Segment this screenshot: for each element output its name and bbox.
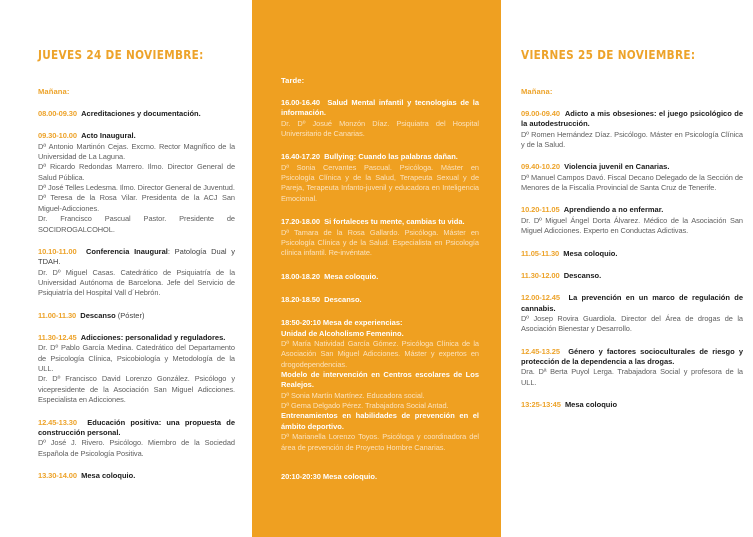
schedule-entry-time: 11.30-12.00: [521, 270, 560, 280]
schedule-entry-head: [38, 247, 235, 268]
schedule-entry-speakers: Dª Sonia Cervantes Pascual. Psicóloga. Máster en Psicología Clínica y de la Salud, Terapeuta Sexual y de Pareja, Terapeuta Infanto-juvenil y educadora en Inteligencia Emocional.: [281, 162, 479, 203]
day-title-thursday: JUEVES 24 DE NOVIEMBRE:: [38, 47, 204, 62]
schedule-entry-head: [38, 471, 235, 481]
schedule-entry-time: 18.20-18.50: [281, 294, 320, 304]
schedule-entry-speakers: Dra. Dª Berta Puyol Lerga. Trabajadora Social y profesora de la ULL.: [521, 367, 743, 387]
schedule-entry-head: [38, 418, 235, 439]
schedule-entry: [521, 205, 743, 236]
schedule-entry-title: Conferencia Inaugural: [86, 246, 168, 256]
experiences-block: [281, 318, 479, 453]
schedule-entry: [521, 249, 743, 259]
schedule-entry-head: [521, 109, 743, 130]
schedule-entry-time: 18.00-18.20: [281, 271, 320, 281]
schedule-entry-title: Violencia juvenil en Canarias.: [564, 162, 670, 172]
schedule-entry: [38, 418, 235, 459]
schedule-entry-head: [521, 347, 743, 368]
schedule-entry-head: [521, 205, 743, 215]
schedule-entry: [38, 471, 235, 481]
experiences-subheading-1: Modelo de intervención en Centros escolares de Los Realejos.: [281, 370, 479, 390]
schedule-entry-time: 17.20-18.00: [281, 217, 320, 227]
schedule-entry-time: 09.30-10.00: [38, 131, 77, 141]
schedule-entry: [521, 109, 743, 150]
schedule-entry-speakers: Dª Antonio Martinón Cejas. Excmo. Rector Magnífico de la Universidad de La Laguna. Dª Ricardo Redondas Marrero. Ilmo. Director General de Salud Pública. Dª José Telles Ledesma. Ilmo. Director General de Juventud. Dª Teresa de la Rosa Vilar. Presidenta de la ACJ San Miguel-Adicciones. Dr. Francisco Pascual Pastor. Presidente de SOCIDROGALCOHOL.: [38, 141, 235, 234]
schedule-entry: [38, 311, 235, 321]
schedule-entry-head: [521, 293, 743, 314]
schedule-entry-head: [281, 152, 479, 162]
schedule-entry-title: Mesa coloquio: [564, 400, 618, 410]
schedule-list-thursday: [38, 109, 235, 481]
schedule-list-afternoon: [281, 98, 479, 305]
schedule-entry-head: [38, 109, 235, 119]
schedule-entry-time: 11.05-11.30: [521, 248, 560, 258]
schedule-entry-title: Descanso.: [563, 270, 602, 280]
experiences-subheading-2: Entrenamientos en habilidades de prevención en el ámbito deportivo.: [281, 411, 479, 431]
schedule-entry-speakers: Dº Josep Rovira Guardiola. Director del Área de drogas de la Asociación Bienestar y Desarrollo.: [521, 313, 743, 334]
closing-time: 20:10-20:30: [281, 471, 321, 481]
schedule-entry-title: Género y factores socioculturales de riesgo y protección de la dependencia a las drogas.: [521, 346, 743, 366]
schedule-entry: [521, 400, 743, 410]
schedule-entry-speakers: Dª Manuel Campos Davó. Fiscal Decano Delegado de la Sección de Menores de la Fiscalía Provincial de Santa Cruz de Tenerife.: [521, 172, 743, 193]
schedule-entry-title: Adicto a mis obsesiones: el juego psicológico de la autodestrucción.: [521, 109, 744, 129]
schedule-entry: [281, 217, 479, 258]
schedule-entry-title: La prevención en un marco de regulación de cannabis.: [521, 293, 743, 313]
schedule-entry-time: 11.00-11.30: [38, 310, 77, 320]
schedule-entry: [38, 109, 235, 119]
schedule-entry: [38, 333, 235, 406]
schedule-entry-title: Si fortaleces tu mente, cambias tu vida.: [324, 217, 465, 227]
experiences-speakers-1: Dª María Natividad García Gómez. Psicóloga Clínica de la Asociación San Miguel Adicciones. Máster y expertos en drogodependencias.: [281, 338, 479, 369]
schedule-entry-title: Descanso.: [324, 294, 362, 304]
schedule-entry-subtitle: (Póster): [115, 310, 145, 320]
schedule-entry-time: 11.30-12.45: [38, 333, 77, 343]
closing-title: Mesa coloquio.: [322, 471, 378, 481]
experiences-title: Mesa de experiencias:: [322, 318, 403, 328]
schedule-entry-time: 13.30-14.00: [38, 470, 77, 480]
schedule-entry-title: Mesa coloquio.: [324, 271, 379, 281]
closing-head: [281, 472, 479, 482]
schedule-entry-head: [38, 131, 235, 141]
schedule-entry-time: 08.00-09.30: [38, 109, 77, 118]
experiences-speakers-3: Dª Marianella Lorenzo Toyos. Psicóloga y coordinadora del área de prevención de Proyecto Hombre Canarias.: [281, 432, 479, 452]
schedule-entry: [521, 162, 743, 193]
part-label-afternoon: Tarde:: [281, 76, 305, 85]
schedule-entry-speakers: Dr. Dº Josué Monzón Díaz. Psiquiatra del Hospital Universitario de Canarias.: [281, 118, 479, 139]
schedule-entry-head: [281, 272, 479, 282]
schedule-entry-time: 12.45-13.30: [38, 417, 77, 427]
schedule-entry-time: 09.40-10.20: [521, 162, 560, 172]
experiences-head: [281, 318, 479, 328]
schedule-entry: [281, 295, 479, 305]
schedule-entry-time: 16.00-16.40: [281, 98, 320, 107]
closing-block: [281, 472, 479, 482]
schedule-list-friday: [521, 109, 743, 410]
column-thursday-afternoon: [252, 0, 501, 537]
schedule-entry-speakers: Dº Romen Hernández Díaz. Psicólogo. Máster en Psicología Clínica y de la Salud.: [521, 129, 743, 150]
schedule-entry-speakers: Dr. Dº Miguel Casas. Catedrático de Psiquiatría de la Universidad Autónoma de Barcelona. Jefe del Servicio de Psiquiatría del Hospital Vall d´Hebrón.: [38, 267, 235, 298]
column-friday: [501, 0, 753, 537]
schedule-entry-time: 10.20-11.05: [521, 205, 560, 215]
part-label-morning-friday: Mañana:: [521, 87, 553, 96]
schedule-entry: [281, 272, 479, 282]
schedule-entry: [38, 247, 235, 299]
schedule-entry-title: Adicciones: personalidad y reguladores.: [80, 333, 226, 343]
part-label-morning-thursday: Mañana:: [38, 87, 70, 96]
schedule-entry-head: [521, 162, 743, 172]
schedule-entry-title: Acto Inaugural.: [81, 131, 136, 141]
schedule-entry: [521, 293, 743, 334]
schedule-entry-time: 10.10-11.00: [38, 246, 77, 256]
schedule-entry: [521, 347, 743, 388]
schedule-entry-head: [281, 217, 479, 227]
schedule-entry-title: Salud Mental infantil y tecnologías de la información.: [281, 98, 480, 118]
experiences-time: 18:50-20:10: [281, 318, 321, 328]
schedule-entry-speakers: Dr. Dº Pablo García Medina. Catedrático del Departamento de Psicología Clínica, Psicobiología y Metodología de la ULL. Dr. Dº Francisco David Lorenzo González. Psicólogo y vicepresidente de la Asociación San Miguel Adicciones. Especialista en Adicciones.: [38, 343, 235, 405]
schedule-entry: [38, 131, 235, 235]
schedule-entry-time: 12.00-12.45: [521, 293, 560, 303]
column-thursday: [0, 0, 252, 537]
schedule-entry: [281, 98, 479, 139]
schedule-entry-time: 16.40-17.20: [281, 152, 320, 162]
schedule-entry-speakers: Dª Tamara de la Rosa Gallardo. Psicóloga. Máster en Psicología Clínica y de la Salud. Especialista en Psicología clínica infantil. Re-invéntate.: [281, 227, 479, 258]
schedule-entry-speakers: Dr. Dº Miguel Ángel Dorta Álvarez. Médico de la Asociación San Miguel Adicciones. Experto en Conductas Adictivas.: [521, 215, 743, 236]
schedule-entry-head: [38, 311, 235, 321]
schedule-entry-head: [38, 333, 235, 343]
schedule-entry-title: Bullying: Cuando las palabras dañan.: [324, 152, 458, 162]
schedule-entry-title: Mesa coloquio.: [81, 470, 136, 480]
schedule-entry-head: [281, 98, 479, 119]
schedule-entry-speakers: Dº José J. Rivero. Psicólogo. Miembro de la Sociedad Española de Psicología Positiva.: [38, 438, 235, 458]
schedule-entry-time: 12.45-13.25: [521, 346, 560, 356]
day-title-friday: VIERNES 25 DE NOVIEMBRE:: [521, 47, 696, 62]
schedule-entry-title: Mesa coloquio.: [563, 248, 618, 258]
schedule-entry-time: 09.00-09.40: [521, 109, 560, 118]
schedule-entry-head: [521, 271, 743, 281]
schedule-entry-title: Descanso: [80, 310, 116, 320]
schedule-entry-head: [521, 400, 743, 410]
schedule-entry-subtitle: : Patología Dual y TDAH.: [38, 246, 236, 267]
experiences-heading: Unidad de Alcoholismo Femenino.: [281, 328, 404, 338]
schedule-entry: [281, 152, 479, 204]
schedule-entry-time: 13:25-13:45: [521, 400, 561, 410]
schedule-entry-title: Aprendiendo a no enfermar.: [563, 205, 664, 215]
schedule-entry-head: [281, 295, 479, 305]
schedule-entry-title: Educación positiva: una propuesta de construcción personal.: [38, 417, 235, 437]
schedule-entry-title: Acreditaciones y documentación.: [81, 109, 201, 118]
experiences-speakers-2: Dª Sonia Martín Martínez. Educadora social. Dª Gema Delgado Pérez. Trabajadora Social Antad.: [281, 390, 449, 411]
schedule-entry-head: [521, 249, 743, 259]
schedule-entry: [521, 271, 743, 281]
